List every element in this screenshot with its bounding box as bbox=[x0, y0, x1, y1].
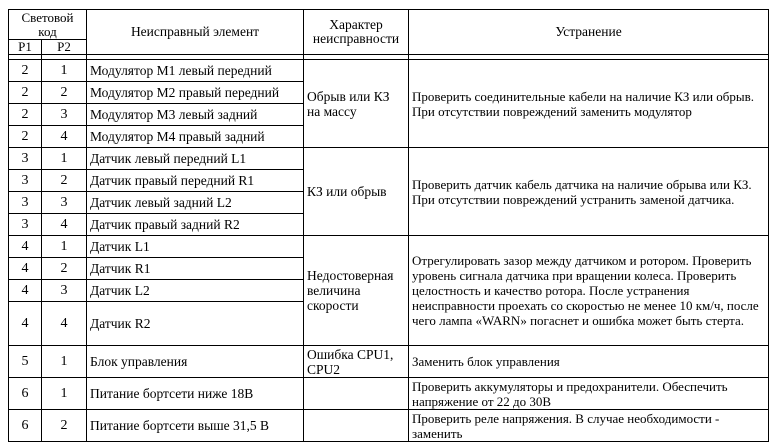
table-row bbox=[9, 60, 769, 82]
p2-header: P2 bbox=[42, 40, 87, 55]
element-cell: Модулятор M3 левый задний bbox=[87, 104, 304, 126]
p2-cell: 3 bbox=[42, 104, 87, 126]
fix-cell: Заменить блок управления bbox=[409, 346, 769, 378]
fix-cell: Отрегулировать зазор между датчиком и ротором. Проверить уровень сигнала датчика при вращении колеса. Проверить целостность и качество ротора. После устранения неисправности проехать со скоростью не менее 10 км/ч, после чего лампа «WARN» погаснет и ошибка может быть стерта. bbox=[409, 236, 769, 346]
fix-cell: Проверить реле напряжения. В случае необходимости - заменить bbox=[409, 410, 769, 442]
p2-cell: 1 bbox=[42, 148, 87, 170]
element-cell: Датчик левый передний L1 bbox=[87, 148, 304, 170]
p2-cell: 2 bbox=[42, 170, 87, 192]
element-cell: Питание бортсети ниже 18В bbox=[87, 378, 304, 410]
p1-cell: 3 bbox=[9, 148, 42, 170]
element-cell: Датчик L1 bbox=[87, 236, 304, 258]
p2-cell: 1 bbox=[42, 236, 87, 258]
element-cell: Модулятор M1 левый передний bbox=[87, 60, 304, 82]
fix-cell: Проверить соединительные кабели на наличие КЗ или обрыв. При отсутствии повреждений заменить модулятор bbox=[409, 60, 769, 148]
p2-cell: 2 bbox=[42, 410, 87, 442]
element-cell: Питание бортсети выше 31,5 В bbox=[87, 410, 304, 442]
p1-cell: 3 bbox=[9, 192, 42, 214]
p2-cell: 1 bbox=[42, 60, 87, 82]
p1-cell: 4 bbox=[9, 258, 42, 280]
element-cell: Модулятор M2 правый передний bbox=[87, 82, 304, 104]
character-cell bbox=[304, 410, 409, 442]
table-row bbox=[9, 378, 769, 410]
p1-cell: 3 bbox=[9, 214, 42, 236]
p1-cell: 2 bbox=[9, 82, 42, 104]
character-cell bbox=[304, 378, 409, 410]
element-cell: Датчик правый задний R2 bbox=[87, 214, 304, 236]
p2-cell: 3 bbox=[42, 280, 87, 302]
p1-cell: 2 bbox=[9, 104, 42, 126]
character-cell: Недостоверная величина скорости bbox=[304, 236, 409, 346]
fix-header: Устранение bbox=[409, 10, 769, 55]
table-row bbox=[9, 410, 769, 442]
element-cell: Датчик L2 bbox=[87, 280, 304, 302]
p1-cell: 6 bbox=[9, 378, 42, 410]
character-cell: Обрыв или КЗ на массу bbox=[304, 60, 409, 148]
fault-code-table bbox=[8, 9, 769, 442]
table-row bbox=[9, 148, 769, 170]
p1-cell: 4 bbox=[9, 302, 42, 346]
light-code-header: Световой код bbox=[9, 10, 87, 40]
p2-cell: 4 bbox=[42, 126, 87, 148]
element-cell: Датчик R2 bbox=[87, 302, 304, 346]
p2-cell: 1 bbox=[42, 346, 87, 378]
character-header: Характер неисправности bbox=[304, 10, 409, 55]
p1-cell: 4 bbox=[9, 280, 42, 302]
element-cell: Датчик правый передний R1 bbox=[87, 170, 304, 192]
p2-cell: 2 bbox=[42, 82, 87, 104]
p2-cell: 3 bbox=[42, 192, 87, 214]
element-cell: Датчик левый задний L2 bbox=[87, 192, 304, 214]
character-cell: КЗ или обрыв bbox=[304, 148, 409, 236]
fix-cell: Проверить аккумуляторы и предохранители. Обеспечить напряжение от 22 до 30В bbox=[409, 378, 769, 410]
p1-cell: 2 bbox=[9, 60, 42, 82]
p1-cell: 3 bbox=[9, 170, 42, 192]
table-row bbox=[9, 346, 769, 378]
table-row bbox=[9, 236, 769, 258]
element-header: Неисправный элемент bbox=[87, 10, 304, 55]
element-cell: Датчик R1 bbox=[87, 258, 304, 280]
p2-cell: 4 bbox=[42, 302, 87, 346]
character-cell: Ошибка CPU1, CPU2 bbox=[304, 346, 409, 378]
fix-cell: Проверить датчик кабель датчика на наличие обрыва или КЗ. При отсутствии повреждений устранить заменой датчика. bbox=[409, 148, 769, 236]
p2-cell: 4 bbox=[42, 214, 87, 236]
p1-cell: 2 bbox=[9, 126, 42, 148]
p2-cell: 1 bbox=[42, 378, 87, 410]
p1-cell: 4 bbox=[9, 236, 42, 258]
element-cell: Модулятор M4 правый задний bbox=[87, 126, 304, 148]
p1-cell: 5 bbox=[9, 346, 42, 378]
p2-cell: 2 bbox=[42, 258, 87, 280]
element-cell: Блок управления bbox=[87, 346, 304, 378]
p1-cell: 6 bbox=[9, 410, 42, 442]
p1-header: P1 bbox=[9, 40, 42, 55]
